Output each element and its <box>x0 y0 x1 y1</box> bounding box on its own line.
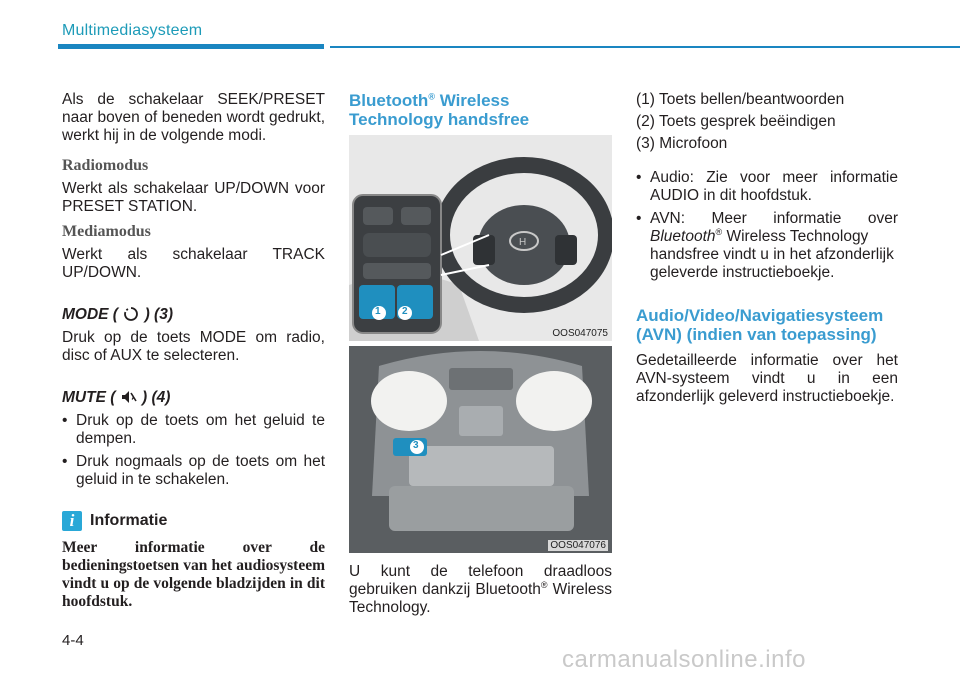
column-right <box>636 91 898 406</box>
bluetooth-heading-reg: ® <box>428 91 435 102</box>
key-2: (2) Toets gesprek beëindigen <box>636 113 836 130</box>
fig2-label-3: 3 <box>413 440 419 451</box>
fig2-code: OOS047076 <box>550 540 606 551</box>
section-title: Multimediasysteem <box>62 22 203 39</box>
mute-item-2: • Druk nogmaals op de toets om het geluid in te schakelen. <box>62 453 325 489</box>
page-number: 4-4 <box>62 632 84 649</box>
radio-mode-text: Werkt als schakelaar UP/DOWN voor PRESET STATION. <box>62 180 325 215</box>
caption-text-1: U kunt de telefoon draadloos gebruiken dankzij Bluetooth <box>349 563 612 598</box>
mode-heading <box>62 306 325 324</box>
bluetooth-heading-line2: Technology handsfree <box>349 110 530 129</box>
avn-heading-line2: (AVN) (indien van toepassing) <box>636 325 877 344</box>
key-1: (1) Toets bellen/beantwoorden <box>636 91 845 108</box>
column-middle <box>349 91 612 129</box>
intro-paragraph: Als de schakelaar SEEK/PRESET naar boven of beneden wordt gedrukt, werkt hij in de volgende modi. <box>62 91 325 144</box>
media-mode-text: Werkt als schakelaar TRACK UP/DOWN. <box>62 246 325 281</box>
bluetooth-heading-part2: Wireless <box>434 91 510 110</box>
radio-mode-heading: Radiomodus <box>62 157 149 174</box>
fig1-label-2: 2 <box>402 306 408 317</box>
info-bullets <box>636 169 898 282</box>
overhead-console-illustration <box>349 346 612 553</box>
mute-heading-prefix: MUTE ( <box>62 389 116 406</box>
bullet-avn-italic: Bluetooth <box>650 228 716 245</box>
bluetooth-heading-part1: Bluetooth <box>349 91 429 110</box>
bullet-avn <box>636 210 898 282</box>
mute-icon <box>120 389 138 405</box>
header-rule-thin <box>330 46 960 48</box>
bullet-avn-reg: ® <box>715 226 723 237</box>
avn-heading <box>636 306 898 344</box>
mode-heading-prefix: MODE ( <box>62 306 118 323</box>
steering-wheel-figure <box>349 135 612 341</box>
column-left <box>62 91 325 611</box>
avn-text: Gedetailleerde informatie over het AVN-systeem vindt u in een afzonderlijk geleverd instructieboekje. <box>636 352 898 405</box>
steering-wheel-illustration <box>349 135 612 341</box>
info-text: Meer informatie over de bedieningstoetsen van het audiosysteem vindt u op de volgende bladzijden in dit hoofdstuk. <box>62 539 325 610</box>
info-heading <box>62 511 325 531</box>
svg-text:H: H <box>519 237 527 248</box>
bullet-avn-rest: Wireless Technology handsfree vindt u in het afzonderlijk geleverde instructieboekje. <box>650 228 894 281</box>
mode-text: Druk op de toets MODE om radio, disc of AUX te selecteren. <box>62 329 325 364</box>
bluetooth-caption <box>349 563 612 617</box>
mode-heading-suffix: ) (3) <box>144 306 174 323</box>
mute-item-1: • Druk op de toets om het geluid te dempen. <box>62 412 325 448</box>
header-rule-thick <box>58 44 324 49</box>
bullet-avn-prefix: • AVN: Meer informatie over <box>650 210 898 227</box>
bluetooth-heading <box>349 91 612 129</box>
mute-heading-suffix: ) (4) <box>142 389 171 406</box>
overhead-console-figure <box>349 346 612 553</box>
key-3: (3) Microfoon <box>636 135 728 152</box>
mute-heading <box>62 389 325 407</box>
info-icon: i <box>62 511 82 531</box>
fig1-code: OOS047075 <box>552 328 608 339</box>
mute-list <box>62 412 325 489</box>
caption-text-2: Wireless Technology. <box>349 581 613 616</box>
info-title: Informatie <box>90 512 168 530</box>
media-mode-heading: Mediamodus <box>62 223 151 240</box>
fig1-label-1: 1 <box>375 306 381 317</box>
avn-heading-line1: Audio/Video/Navigatiesysteem <box>636 306 884 325</box>
watermark: carmanualsonline.info <box>562 646 806 673</box>
bluetooth-caption-text <box>349 563 612 617</box>
caption-reg: ® <box>540 579 548 590</box>
mode-icon <box>122 306 140 322</box>
bullet-audio: • Audio: Zie voor meer informatie AUDIO in dit hoofdstuk. <box>636 169 898 205</box>
